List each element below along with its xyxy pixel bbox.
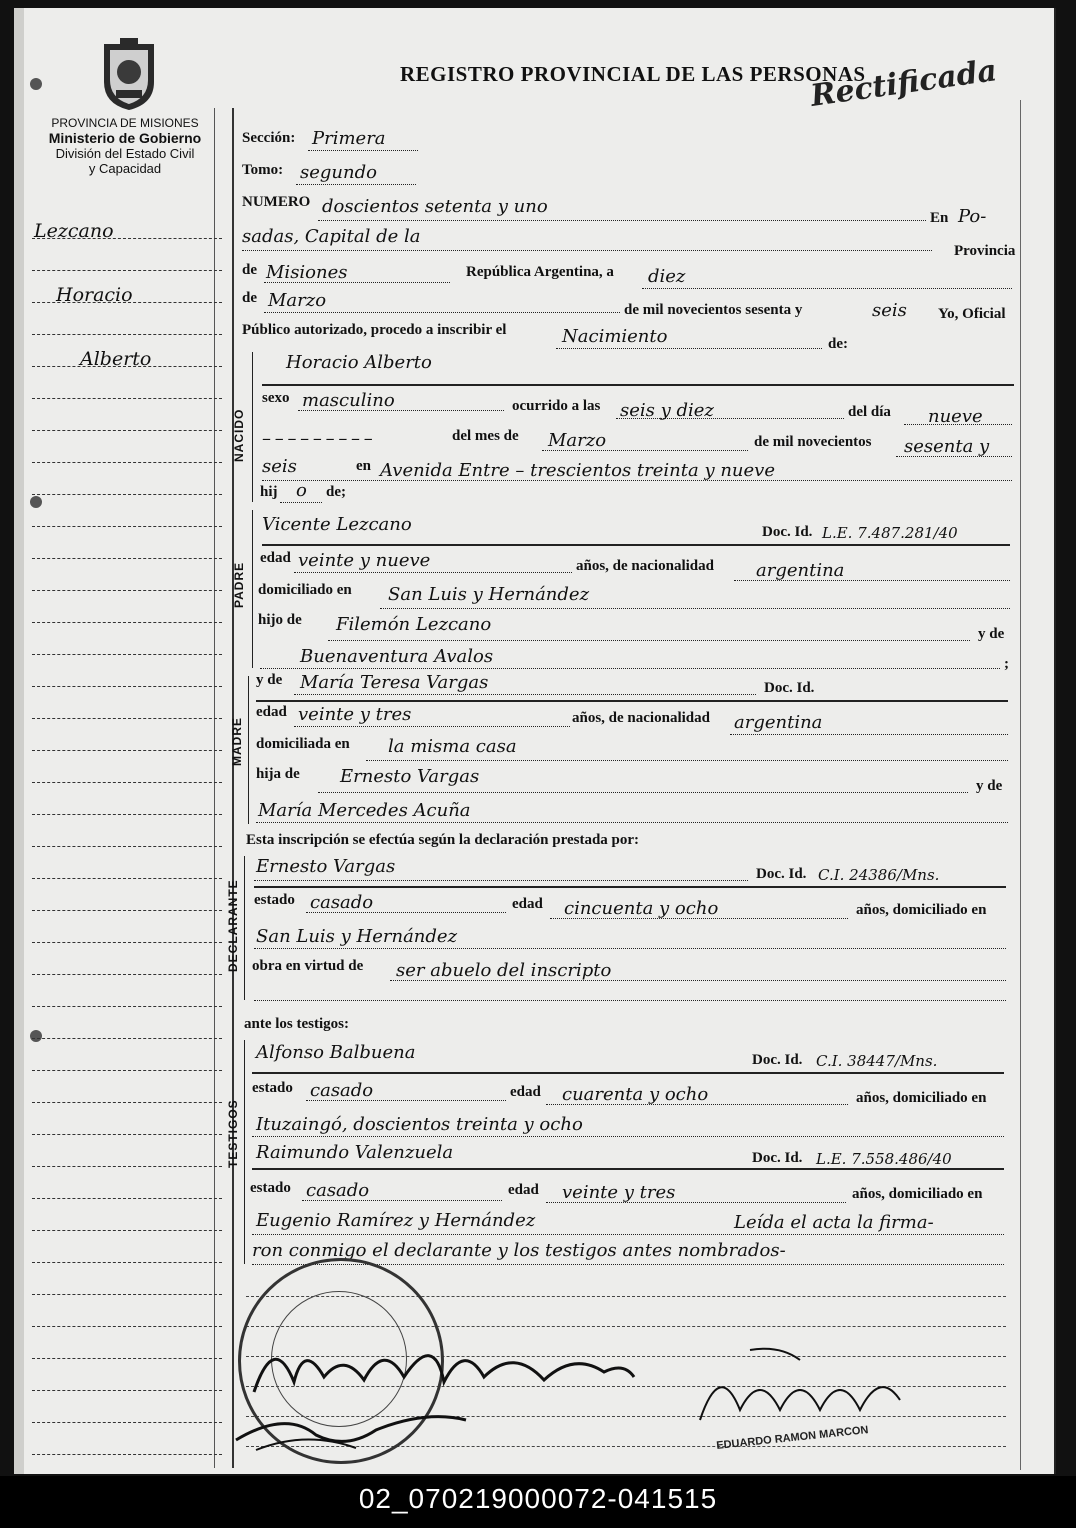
padre-semicolon: ; (1004, 656, 1009, 672)
margin-ruled-line (32, 1070, 222, 1072)
mes-nacimiento: Marzo (548, 430, 607, 451)
mes-value: Marzo (268, 290, 327, 311)
de-padres-label: de; (326, 484, 346, 500)
margin-ruled-line (32, 1358, 222, 1360)
margin-ruled-line (32, 654, 222, 656)
declaracion-label: Esta inscripción se efectúa según la declaración prestada por: (246, 832, 640, 848)
margin-ruled-line (32, 1294, 222, 1296)
madre-nombre: María Teresa Vargas (300, 672, 489, 693)
provincial-crest-icon (96, 38, 162, 112)
testigo1-edad-label: edad (510, 1084, 541, 1100)
madre-edad: veinte y tres (298, 704, 412, 725)
testigo2-edad-label: edad (508, 1182, 539, 1198)
testigo1-dom-label: años, domiciliado en (856, 1090, 987, 1106)
mes-label: del mes de (452, 428, 519, 444)
declarante-doc-value: C.I. 24386/Mns. (818, 866, 940, 884)
dia-nacimiento: nueve (928, 406, 983, 427)
blank-dash: – – – – – – – – – (262, 428, 372, 449)
margin-name1: Horacio (56, 284, 133, 306)
testigo2-doc-label: Doc. Id. (752, 1150, 803, 1166)
margin-ruled-line (32, 750, 222, 752)
nacido-section-label: NACIDO (232, 408, 246, 462)
testigo1-estado: casado (310, 1080, 374, 1101)
declarante-edad-label: edad (512, 896, 543, 912)
obra-label: obra en virtud de (252, 958, 364, 974)
numero-value: doscientos setenta y uno (322, 196, 548, 217)
numero-label: NUMERO (242, 194, 311, 210)
hij-value: o (296, 480, 307, 501)
margin-ruled-line (32, 1454, 222, 1456)
ocurrido-label: ocurrido a las (512, 398, 601, 414)
margin-ruled-line (32, 1006, 222, 1008)
de-label-3: de: (828, 336, 848, 352)
margin-ruled-line (32, 686, 222, 688)
madre-yde2-label: y de (976, 778, 1003, 794)
margin-ruled-line (32, 1198, 222, 1200)
obra-value: ser abuelo del inscripto (396, 960, 612, 981)
seccion-label: Sección: (242, 130, 296, 146)
sexo-label: sexo (262, 390, 290, 406)
margin-ruled-line (32, 1134, 222, 1136)
abuela-paterna: Buenaventura Avalos (300, 646, 494, 667)
margin-divider-inner (214, 108, 215, 1468)
hora-value: seis y diez (620, 400, 714, 421)
sexo-value: masculino (302, 390, 395, 411)
declarante-estado-label: estado (254, 892, 295, 908)
testigo1-doc: C.I. 38447/Mns. (816, 1052, 938, 1070)
de-label: de (242, 262, 257, 278)
testigo2-dom-label: años, domiciliado en (852, 1186, 983, 1202)
madre-bracket (248, 676, 249, 824)
margin-divider (232, 108, 234, 1468)
declarante-section-label: DECLARANTE (226, 879, 240, 972)
testigo2-domicilio: Eugenio Ramírez y Hernández (256, 1210, 536, 1231)
testigo1-nombre: Alfonso Balbuena (256, 1042, 416, 1063)
testigo2-edad: veinte y tres (562, 1182, 676, 1203)
margin-ruled-line (32, 1262, 222, 1264)
tipo-value: Nacimiento (562, 326, 668, 347)
mil-novecientos-label: de mil novecientos (754, 434, 872, 450)
madre-section-label: MADRE (230, 717, 244, 766)
margin-ruled-line (32, 1390, 222, 1392)
declarante-doc-label: Doc. Id. (756, 866, 807, 882)
testigo1-doc-label: Doc. Id. (752, 1052, 803, 1068)
margin-ruled-line (32, 238, 222, 240)
tomo-value: segundo (300, 162, 377, 183)
margin-ruled-line (32, 494, 222, 496)
hij-label: hij (260, 484, 278, 500)
lugar-nacimiento: Avenida Entre – trescientos treinta y nueve (380, 460, 775, 481)
testigo1-domicilio: Ituzaingó, doscientos treinta y ocho (256, 1114, 583, 1135)
madre-yde-label: y de (256, 672, 283, 688)
en-label: En (930, 210, 949, 226)
margin-ruled-line (32, 590, 222, 592)
document-id-footer: 02_070219000072-041515 (0, 1476, 1076, 1528)
anio-value: seis (872, 300, 907, 321)
padre-edad: veinte y nueve (298, 550, 431, 571)
page-title: REGISTRO PROVINCIAL DE LAS PERSONAS (400, 62, 866, 86)
declarante-domicilio: San Luis y Hernández (256, 926, 458, 947)
right-border (1020, 100, 1021, 1470)
margin-ruled-line (32, 526, 222, 528)
margin-ruled-line (32, 334, 222, 336)
margin-ruled-line (32, 1230, 222, 1232)
margin-ruled-line (32, 622, 222, 624)
nacido-nombre: Horacio Alberto (286, 352, 432, 373)
margin-ruled-line (32, 398, 222, 400)
provincia-label: Provincia (954, 243, 1016, 259)
official-signature (690, 1340, 920, 1430)
padre-dom-label: domiciliado en (258, 582, 352, 598)
padre-domicilio: San Luis y Hernández (388, 584, 590, 605)
testigos-section-label: TESTIGOS (226, 1099, 240, 1168)
padre-yde-label: y de (978, 626, 1005, 642)
declarante-signature (226, 1400, 486, 1460)
margin-ruled-line (32, 782, 222, 784)
testigo2-estado-label: estado (250, 1180, 291, 1196)
org-capacity: y Capacidad (88, 161, 162, 176)
padre-hijo-label: hijo de (258, 612, 302, 628)
padre-nacionalidad: argentina (756, 560, 845, 581)
official-name-stamp: EDUARDO RAMON MARCON (715, 1424, 869, 1452)
madre-domicilio: la misma casa (388, 736, 517, 757)
margin-ruled-line (32, 1102, 222, 1104)
margin-ruled-line (32, 942, 222, 944)
margin-ruled-line (32, 718, 222, 720)
anio-nacimiento-1: sesenta y (904, 436, 990, 457)
de-label-2: de (242, 290, 257, 306)
witness-signature (244, 1322, 644, 1402)
abuelo-paterno: Filemón Lezcano (336, 614, 492, 635)
oficial-label: Yo, Oficial (938, 306, 1006, 322)
declarante-edad: cincuenta y ocho (564, 898, 719, 919)
anio-nacimiento-2: seis (262, 456, 297, 477)
mil-label: de mil novecientos sesenta y (624, 302, 803, 318)
declarante-estado: casado (310, 892, 374, 913)
padre-nombre: Vicente Lezcano (262, 514, 412, 535)
tomo-label: Tomo: (242, 162, 284, 178)
padre-doc-value: L.E. 7.487.281/40 (822, 524, 958, 542)
testigo2-nombre: Raimundo Valenzuela (256, 1142, 454, 1163)
padre-nac-label: años, de nacionalidad (576, 558, 714, 574)
nacido-bracket (252, 352, 253, 502)
padre-doc-label: Doc. Id. (762, 524, 813, 540)
madre-nac-label: años, de nacionalidad (572, 710, 710, 726)
margin-ruled-line (32, 974, 222, 976)
margin-ruled-line (32, 814, 222, 816)
margin-surname: Lezcano (34, 220, 114, 242)
testigo2-estado: casado (306, 1180, 370, 1201)
madre-dom-label: domiciliada en (256, 736, 350, 752)
publico-label: Público autorizado, procedo a inscribir el (242, 322, 507, 338)
republica-label: República Argentina, a (466, 264, 614, 280)
rectificada-stamp: Rectificada (808, 53, 1000, 114)
margin-ruled-line (32, 910, 222, 912)
madre-doc-label: Doc. Id. (764, 680, 815, 696)
margin-ruled-line (32, 1422, 222, 1424)
org-province: PROVINCIA DE MISIONES (51, 116, 199, 130)
testigos-bracket (244, 1040, 245, 1264)
margin-ruled-line (32, 1038, 222, 1040)
margin-ruled-line (32, 302, 222, 304)
org-division: División del Estado Civil (55, 146, 195, 161)
cierre-linea-1: Leída el acta la firma- (734, 1212, 934, 1233)
cierre-linea-2: ron conmigo el declarante y los testigos antes nombrados- (252, 1240, 786, 1261)
en-value-2: sadas, Capital de la (242, 226, 421, 247)
abuela-materna: María Mercedes Acuña (258, 800, 471, 821)
margin-ruled-line (32, 1166, 222, 1168)
margin-ruled-line (32, 430, 222, 432)
margin-ruled-line (32, 366, 222, 368)
madre-edad-label: edad (256, 704, 287, 720)
padre-bracket (252, 510, 253, 668)
en-value-1: Po- (958, 206, 987, 227)
testigo1-edad: cuarenta y ocho (562, 1084, 709, 1105)
dia-value: diez (648, 266, 686, 287)
del-dia-label: del día (848, 404, 891, 420)
padre-edad-label: edad (260, 550, 291, 566)
margin-ruled-line (32, 878, 222, 880)
madre-nacionalidad: argentina (734, 712, 823, 733)
margin-name2: Alberto (80, 348, 152, 370)
issuing-office (22, 116, 228, 176)
margin-ruled-line (32, 270, 222, 272)
margin-ruled-line (32, 1326, 222, 1328)
declarante-nombre: Ernesto Vargas (256, 856, 396, 877)
seccion-value: Primera (312, 128, 386, 149)
margin-ruled-line (32, 846, 222, 848)
declarante-dom-label: años, domiciliado en (856, 902, 987, 918)
madre-hija-label: hija de (256, 766, 300, 782)
en-lugar-label: en (356, 458, 371, 474)
abuelo-materno: Ernesto Vargas (340, 766, 480, 787)
margin-ruled-line (32, 462, 222, 464)
testigos-label: ante los testigos: (244, 1016, 349, 1032)
provincia-value: Misiones (266, 262, 348, 283)
declarante-bracket (244, 856, 245, 1000)
padre-section-label: PADRE (232, 561, 246, 608)
testigo2-doc: L.E. 7.558.486/40 (816, 1150, 952, 1168)
margin-ruled-line (32, 558, 222, 560)
org-ministry: Ministerio de Gobierno (48, 130, 202, 146)
binding-spine (14, 8, 24, 1474)
testigo1-estado-label: estado (252, 1080, 293, 1096)
